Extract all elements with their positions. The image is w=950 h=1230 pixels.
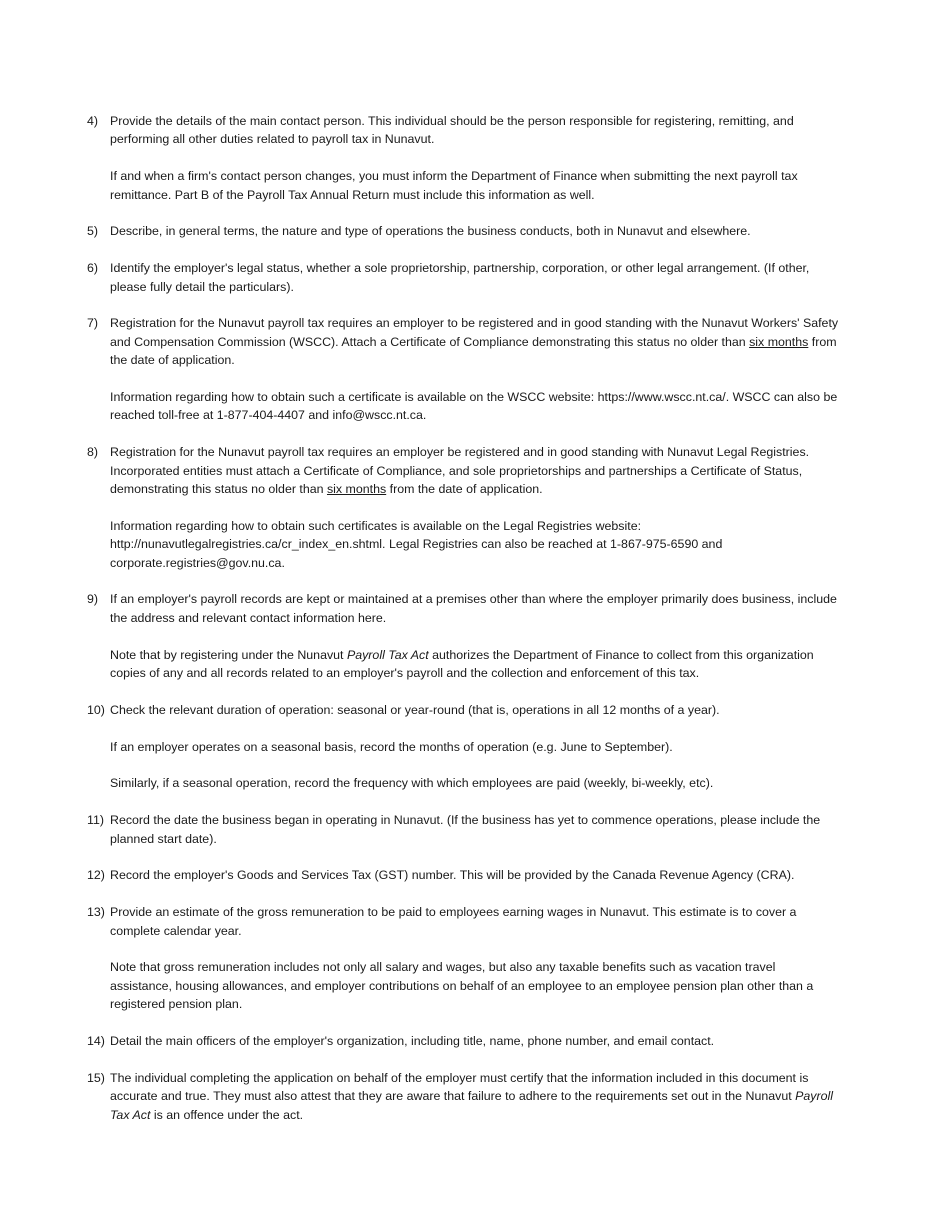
instruction-item-11 [87, 811, 839, 848]
item-paragraph: Provide the details of the main contact person. This individual should be the person responsible for registering, remitting, and performing all other duties related to payroll tax in Nunavut. [110, 114, 794, 147]
item-number: 5) [87, 224, 99, 239]
item-number: 12) [87, 868, 105, 883]
underlined-duration: six months [749, 334, 809, 349]
item-number: 9) [87, 592, 99, 607]
item-number: 8) [87, 445, 99, 460]
item-paragraph: Identify the employer's legal status, whether a sole proprietorship, partnership, corporation, or other legal arrangement. (If other, please fully detail the particulars). [110, 261, 810, 294]
instruction-item-6 [87, 259, 839, 296]
instruction-item-13 [87, 903, 839, 1013]
act-title: Payroll Tax Act [346, 647, 429, 662]
instruction-item-15 [87, 1069, 839, 1124]
item-paragraph: Information regarding how to obtain such certificates is available on the Legal Registries website: http://nunavutlegalregistries.ca/cr_index_en.shtml. Legal Registries can also be reached at 1-867-975-6590 and corporate.registries@gov.nu.ca. [110, 518, 723, 570]
item-paragraph: Registration for the Nunavut payroll tax requires an employer be registered and in good standing with Nunavut Legal Registries. Incorporated entities must attach a Certificate of Compliance, and sole proprietorships and partnerships a Certificate of Status, demonstrating this status no older than six months from the date of application. [110, 445, 810, 497]
item-paragraph: Describe, in general terms, the nature and type of operations the business conducts, both in Nunavut and elsewhere. [110, 224, 751, 239]
item-paragraph: Provide an estimate of the gross remuneration to be paid to employees earning wages in Nunavut. This estimate is to cover a complete calendar year. [110, 905, 797, 938]
instruction-item-14 [87, 1032, 839, 1050]
act-title: Payroll Tax Act [110, 1089, 833, 1122]
item-paragraph: Note that by registering under the Nunavut Payroll Tax Act authorizes the Department of Finance to collect from this organization copies of any and all records related to an employer's payroll and the collection and enforcement of this tax. [110, 647, 814, 681]
item-paragraph: If an employer operates on a seasonal basis, record the months of operation (e.g. June to September). [110, 739, 673, 754]
item-number: 15) [87, 1070, 105, 1085]
item-paragraph: Information regarding how to obtain such a certificate is available on the WSCC website: https://www.wscc.nt.ca/. WSCC can also be reached toll-free at 1-877-404-4407 and info@wscc.nt.ca. [110, 390, 838, 423]
item-number: 11) [87, 813, 104, 828]
item-number: 6) [87, 261, 99, 276]
instruction-item-7 [87, 314, 839, 424]
item-paragraph: Detail the main officers of the employer's organization, including title, name, phone number, and email contact. [110, 1034, 715, 1049]
item-paragraph: Record the date the business began in operating in Nunavut. (If the business has yet to commence operations, please include the planned start date). [110, 813, 821, 846]
item-paragraph: Check the relevant duration of operation: seasonal or year-round (that is, operations in all 12 months of a year). [110, 702, 720, 717]
item-paragraph: Record the employer's Goods and Services Tax (GST) number. This will be provided by the Canada Revenue Agency (CRA). [110, 868, 795, 883]
item-paragraph: Similarly, if a seasonal operation, record the frequency with which employees are paid (weekly, bi-weekly, etc). [110, 776, 714, 791]
instruction-item-12 [87, 866, 839, 884]
item-number: 14) [87, 1034, 105, 1049]
item-paragraph: Registration for the Nunavut payroll tax requires an employer to be registered and in good standing with the Nunavut Workers' Safety and Compensation Commission (WSCC). Attach a Certificate of Compliance demonstrating this status no older than six months from the date of application. [110, 316, 839, 368]
item-paragraph: The individual completing the application on behalf of the employer must certify that the information included in this document is accurate and true. They must also attest that they are aware that failure to adhere to the requirements set out in the Nunavut Payroll Tax Act is an offence under the act. [110, 1070, 833, 1122]
item-number: 10) [87, 702, 105, 717]
item-paragraph: If and when a firm's contact person changes, you must inform the Department of Finance when submitting the next payroll tax remittance. Part B of the Payroll Tax Annual Return must include this information as well. [110, 169, 798, 202]
instructions-document [87, 112, 839, 1142]
underlined-duration: six months [326, 482, 387, 497]
instruction-item-4 [87, 112, 839, 204]
instruction-item-10 [87, 701, 839, 793]
item-number: 7) [87, 316, 99, 331]
item-paragraph: Note that gross remuneration includes not only all salary and wages, but also any taxable benefits such as vacation travel assistance, housing allowances, and employer contributions on behalf of an employee to an employee pension plan other than a registered pension plan. [110, 960, 814, 1012]
item-number: 13) [87, 905, 105, 920]
item-paragraph: If an employer's payroll records are kept or maintained at a premises other than where the employer primarily does business, include the address and relevant contact information here. [110, 592, 837, 625]
item-number: 4) [87, 114, 99, 128]
instruction-item-9 [87, 590, 839, 682]
instruction-item-5 [87, 222, 839, 240]
instruction-item-8 [87, 443, 839, 572]
